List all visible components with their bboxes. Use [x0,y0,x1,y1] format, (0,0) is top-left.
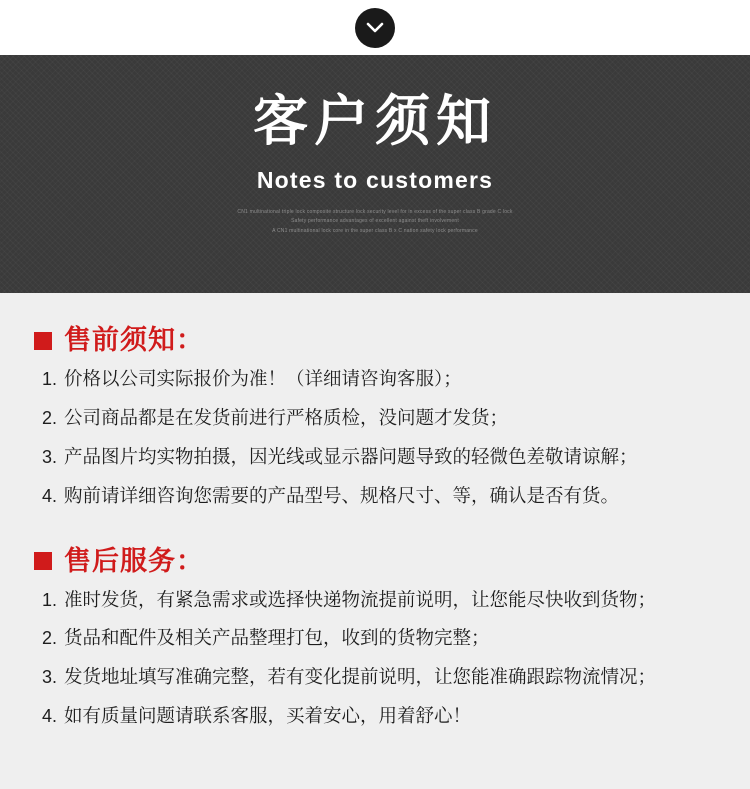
list-item-number: 3. [42,446,58,467]
list-item [34,697,716,736]
list-item [34,619,716,658]
section-aftersale-service [34,516,716,737]
list-item-text: 公司商品都是在发货前进行严格质检，没问题才发货； [64,406,509,428]
hero-banner [0,55,750,293]
section-presale-heading-label: 售前须知： [64,325,204,355]
chevron-down-icon [355,8,395,48]
section-presale-notes [34,293,716,516]
list-item [34,399,716,438]
content-area [0,293,750,789]
list-item-number: 2. [42,407,58,428]
section-presale-heading [34,327,716,354]
list-item-number: 1. [42,589,58,610]
list-item [34,438,716,477]
list-item [34,360,716,399]
hero-fine-print-line-2: Safety performance advantages of excellent against theft involvement [291,218,459,225]
list-item-number: 2. [42,628,58,649]
list-item-text: 产品图片均实物拍摄，因光线或显示器问题导致的轻微色差敬请谅解； [64,445,638,467]
square-bullet-icon [34,552,52,570]
list-item-number: 1. [42,369,58,389]
section-aftersale-heading-label: 售后服务： [64,545,204,576]
list-item [34,581,716,620]
list-item-text: 发货地址填写准确完整，若有变化提前说明，让您能准确跟踪物流情况； [64,666,657,688]
list-item [34,658,716,697]
list-item-number: 4. [42,706,58,727]
page-subtitle: Notes to customers [256,166,494,193]
hero-fine-print-line-1: CN1 multinational triple lock composite structure lock security level for in excess of the super class B grade C lock [237,208,513,215]
list-item-text: 准时发货，有紧急需求或选择快递物流提前说明，让您能尽快收到货物； [64,588,657,610]
top-strip [0,0,750,55]
list-item-text: 购前请详细咨询您需要的产品型号、规格尺寸、等，确认是否有货。 [64,484,620,506]
list-item-number: 4. [42,485,58,506]
list-item [34,477,716,516]
hero-fine-print-line-3: A CN1 multinational lock core in the super class B x C nation safety lock performance [272,227,478,234]
aftersale-item-list [34,581,716,737]
presale-item-list [34,360,716,516]
section-aftersale-heading [34,545,716,576]
list-item-text: 货品和配件及相关产品整理打包，收到的货物完整； [64,627,490,649]
list-item-text: 价格以公司实际报价为准！（详细请咨询客服）； [64,368,462,389]
page-title: 客户须知 [252,90,497,152]
hero-fine-print [175,208,575,237]
square-bullet-icon [34,332,52,350]
list-item-number: 3. [42,667,58,688]
list-item-text: 如有质量问题请联系客服，买着安心，用着舒心！ [64,705,472,727]
